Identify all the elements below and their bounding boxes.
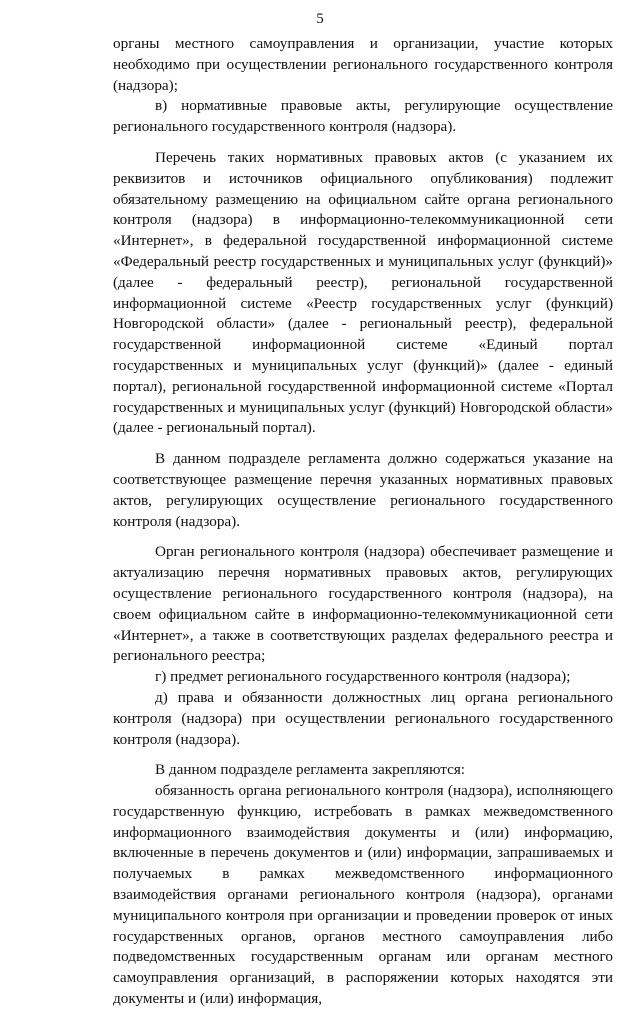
paragraph-item-d: д) права и обязанности должностных лиц органа регионального контроля (надзора) при осуществлении регионального государственного контроля (надзора).	[113, 688, 613, 748]
paragraph-item-v: в) нормативные правовые акты, регулирующие осуществление регионального государственного контроля (надзора).	[113, 97, 613, 136]
paragraph-subsection-intro: В данном подразделе регламента закрепляются:	[155, 761, 466, 779]
paragraph-authority-duty: Орган регионального контроля (надзора) обеспечивает размещение и актуализацию перечня нормативных правовых актов, регулирующих осуществление регионального государственного контроля (надзора), на своем официальном сайте в информационно-телекоммуникационной сети «Интернет», а также в соответствующих разделах федерального реестра и регионального реестра;	[113, 543, 613, 665]
paragraph-obligation: обязанность органа регионального контроля (надзора), исполняющего государственную функцию, истребовать в рамках межведомственного информационного взаимодействия документы и (или) информацию, включенные в перечень документов и (или) информации, запрашиваемых и получаемых в рамках межведомственного информационного взаимодействия органами регионального контроля (надзора), органами муниципального контроля при организации и проведении проверок от иных государственных органов, органов местного самоуправления либо подведомственных государственным органам или органам местного самоуправления организаций, в распоряжении которых находятся эти документы и (или) информация,	[113, 782, 613, 1008]
paragraph-continuation: органы местного самоуправления и организации, участие которых необходимо при осуществлении регионального государственного контроля (надзора);	[113, 35, 613, 94]
page-number: 5	[316, 11, 324, 27]
paragraph-item-g: г) предмет регионального государственного контроля (надзора);	[155, 668, 571, 686]
document-body	[113, 34, 613, 1010]
paragraph-regulation-list: Перечень таких нормативных правовых актов (с указанием их реквизитов и источников официального опубликования) подлежит обязательному размещению на официальном сайте органа регионального контроля (надзора) в информационно-телекоммуникационной сети «Интернет», в федеральной государственной информационной системе «Федеральный реестр государственных и муниципальных услуг (функций)» (далее - федеральный реестр), региональной государственной информационной системе «Реестр государственных услуг (функций) Новгородской области» (далее - региональный реестр), федеральной государственной информационной системе «Единый портал государственных и муниципальных услуг (функций)» (далее - единый портал), региональной государственной информационной системе «Портал государственных и муниципальных услуг (функций) Новгородской области» (далее - региональный портал).	[113, 148, 613, 437]
paragraph-placement-note: В данном подразделе регламента должно содержаться указание на соответствующее размещение перечня указанных нормативных правовых актов, регулирующих осуществление регионального государственного контроля (надзора).	[113, 450, 613, 530]
